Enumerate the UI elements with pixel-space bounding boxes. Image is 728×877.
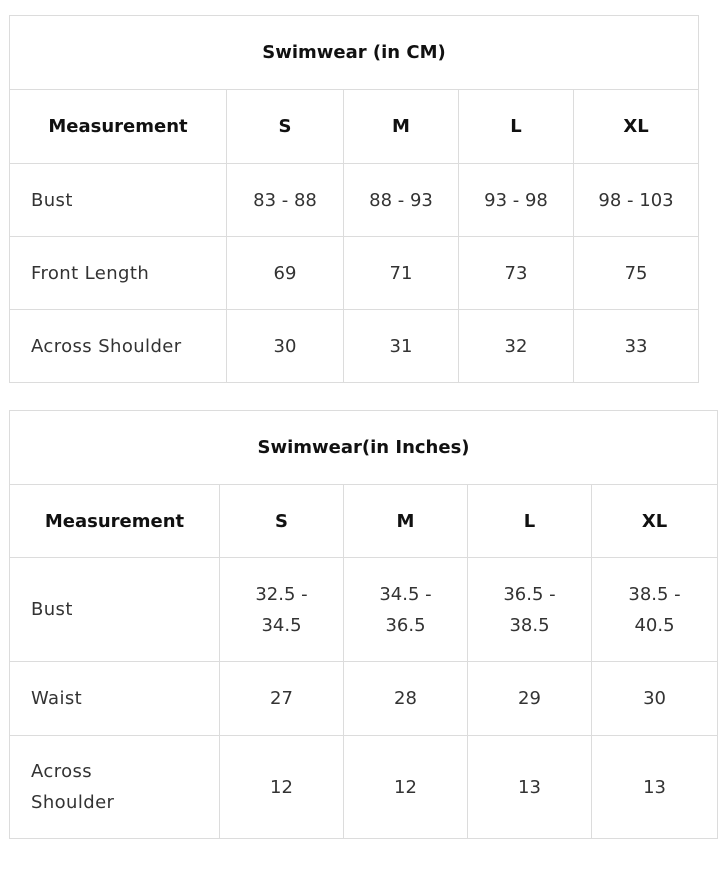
cell-value-line: 34.5 -: [379, 583, 432, 605]
cell-value: 12: [344, 736, 468, 839]
table-row: [10, 237, 699, 310]
header-size-l: L: [468, 485, 592, 558]
header-size-l: L: [459, 90, 574, 164]
cell-value: 30: [227, 310, 344, 383]
header-size-m: M: [344, 90, 459, 164]
row-label: Front Length: [10, 237, 227, 310]
cell-value: 83 - 88: [227, 164, 344, 237]
cell-value: 27: [220, 662, 344, 736]
row-label-line: Shoulder: [31, 792, 115, 813]
row-label: Waist: [10, 662, 220, 736]
cell-value: [220, 558, 344, 662]
cell-value: 13: [592, 736, 718, 839]
cell-value: 29: [468, 662, 592, 736]
cell-value-line: 38.5 -: [628, 583, 681, 605]
cell-value-line: 34.5: [261, 614, 302, 636]
cell-value: 98 - 103: [574, 164, 699, 237]
row-label: [10, 736, 220, 839]
cell-value: 28: [344, 662, 468, 736]
header-measurement: Measurement: [10, 485, 220, 558]
table-row: [10, 662, 718, 736]
cell-value: 73: [459, 237, 574, 310]
header-size-xl: XL: [592, 485, 718, 558]
cell-value: 31: [344, 310, 459, 383]
cell-value-line: 36.5 -: [503, 583, 556, 605]
row-label-line: Across: [31, 761, 93, 782]
cell-value: [468, 558, 592, 662]
cell-value: 12: [220, 736, 344, 839]
header-row: [10, 485, 718, 558]
table-row: [10, 736, 718, 839]
cell-value-line: 32.5 -: [255, 583, 308, 605]
cell-value: 71: [344, 237, 459, 310]
size-table-cm: [9, 15, 699, 383]
cell-value: 88 - 93: [344, 164, 459, 237]
header-size-s: S: [220, 485, 344, 558]
row-label: Bust: [10, 164, 227, 237]
cell-value: 13: [468, 736, 592, 839]
header-size-xl: XL: [574, 90, 699, 164]
cell-value-line: 38.5: [509, 614, 550, 636]
cell-value: 33: [574, 310, 699, 383]
table-title: Swimwear (in CM): [10, 16, 699, 90]
header-size-s: S: [227, 90, 344, 164]
cell-value: 75: [574, 237, 699, 310]
cell-value-line: 40.5: [634, 614, 675, 636]
header-measurement: Measurement: [10, 90, 227, 164]
table-row: [10, 558, 718, 662]
row-label: Across Shoulder: [10, 310, 227, 383]
cell-value: 69: [227, 237, 344, 310]
table-title: Swimwear(in Inches): [10, 411, 718, 485]
cell-value: 30: [592, 662, 718, 736]
cell-value: [344, 558, 468, 662]
cell-value: 93 - 98: [459, 164, 574, 237]
size-table-inches: [9, 410, 718, 839]
header-size-m: M: [344, 485, 468, 558]
cell-value: [592, 558, 718, 662]
table-row: [10, 310, 699, 383]
table-row: [10, 164, 699, 237]
row-label: Bust: [10, 558, 220, 662]
cell-value: 32: [459, 310, 574, 383]
cell-value-line: 36.5: [385, 614, 426, 636]
header-row: [10, 90, 699, 164]
